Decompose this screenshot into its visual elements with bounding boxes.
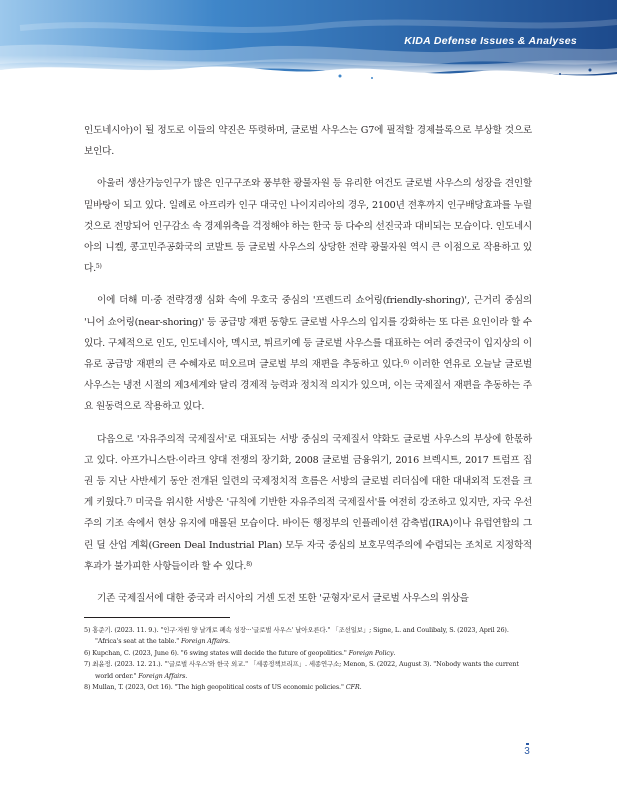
footnote-text: 6) Kupchan, C. (2023, June 6). "6 swing states will decide the future of geopolitics." <box>84 648 349 657</box>
paragraph <box>84 120 532 162</box>
paragraph-text: 기존 국제질서에 대한 중국과 러시아의 거센 도전 또한 '균형자'로서 글로벌 사우스의 위상을 <box>97 593 469 605</box>
footnote-ref[interactable]: 7) <box>126 497 133 505</box>
paragraph-text: 이에 더해 미·중 전략경쟁 심화 속에 우호국 중심의 '프렌드리 쇼어링(friendly-shoring)', 근거리 중심의 '니어 쇼어링(near-shoring)' 등 공급망 재편 동향도 글로벌 사우스의 입지를 강화하는 또 다른 요인이라 할 수 있다. 구체적으로 인도, 인도네시아, 멕시코, 튀르키예 등 글로벌 사우스를 대표하는 여러 중견국이 입지상의 이유로 공급망 재편의 큰 수혜자로 떠오르며 글로벌 부의 재편을 추동하고 있다. <box>84 295 532 371</box>
paragraph-text: 인도네시아)이 될 정도로 이들의 약진은 뚜렷하며, 글로벌 사우스는 G7에 필적할 경제블록으로 부상할 것으로 보인다. <box>84 125 532 158</box>
publication-title: KIDA Defense Issues & Analyses <box>404 35 577 47</box>
page-number: 3 <box>524 746 530 757</box>
footnote-ref[interactable]: 6) <box>403 359 410 367</box>
footnote-source: Foreign Affairs <box>181 637 229 646</box>
paragraph <box>84 290 532 417</box>
footnote-text: 8) Mullan, T. (2023, Oct 16). "The high geopolitical costs of US economic policies." <box>84 683 346 692</box>
paragraph-text: 미국을 위시한 서방은 '규칙에 기반한 자유주의적 국제질서'를 여전히 강조하고 있지만, 자국 우선주의 기조 속에서 현상 유지에 매몰된 모습이다. 바이든 행정부의 인플레이션 감축법(IRA)이나 유럽연합의 그린 딜 산업 계획(Green Deal Industrial Plan) 모두 자국 중심의 보호무역주의에 수렴되는 조치로 지정학적 후과가 불가피한 사항들이라 할 수 있다. <box>84 497 532 572</box>
footnote-source: Foreign Affairs <box>138 671 186 680</box>
footnote-ref[interactable]: 5) <box>95 263 102 271</box>
paragraph-text: 이러한 연유로 오늘날 글로벌 사우스는 냉전 시절의 제3세계와 달리 경제적 능력과 정치적 의지가 있으며, 이는 국제질서 재편을 추동하는 주요 원동력으로 작용하고 있다. <box>84 359 532 413</box>
footnote-ref[interactable]: 8) <box>246 560 252 568</box>
footnote-text: 5) 홍준기. (2023. 11. 9.). "인구·자원 양 날개로 폐속 성장···'글로벌 사우스' 날아오른다." 「조선일보」; Signe, L. and Coulibaly, S. (2023, April 26). "Africa's seat at the table." <box>84 626 509 646</box>
page-number-mark <box>526 743 529 745</box>
paragraph <box>84 588 532 609</box>
header-banner <box>0 0 617 90</box>
paragraph <box>84 173 532 279</box>
footnote-divider <box>84 617 230 618</box>
paragraph <box>84 429 532 577</box>
footnote-6: 6) Kupchan, C. (2023, June 6). "6 swing states will decide the future of geopolitics." Foreign Policy. <box>84 648 396 657</box>
article-body <box>84 120 532 620</box>
footnote-5: 5) 홍준기. (2023. 11. 9.). "인구·자원 양 날개로 폐속 성장···'글로벌 사우스' 날아오른다." 「조선일보」; Signe, L. and Coulibaly, S. (2023, April 26). "Africa's seat at the table." Foreign Affairs. <box>84 626 509 646</box>
paragraph-text: 다음으로 '자유주의적 국제질서'로 대표되는 서방 중심의 국제질서 약화도 글로벌 사우스의 부상에 한몫하고 있다. 아프가니스탄·이라크 양대 전쟁의 장기화, 2008 글로벌 금융위기, 2016 브렉시트, 2017 트럼프 집권 등 지난 사반세기 동안 전개된 일련의 국제정치적 흐름은 서방의 글로벌 리더십에 대한 대내외적 도전을 크게 키웠다. <box>84 433 532 509</box>
footnote-text: 7) 최윤정. (2023. 12. 21.). "'글로벌 사우스'와 한국 외교." 「세종정책브리프」. 세종연구소; Menon, S. (2022, August 3). "Nobody wants the current world order." <box>84 660 519 680</box>
footnote-source: CFR <box>345 683 360 692</box>
footnote-8: 8) Mullan, T. (2023, Oct 16). "The high geopolitical costs of US economic policies." CFR. <box>84 683 362 692</box>
footnotes <box>84 625 532 693</box>
paragraph-text: 아울러 생산가능인구가 많은 인구구조와 풍부한 광물자원 등 유리한 여건도 글로벌 사우스의 성장을 견인할 밑바탕이 되고 있다. 일례로 아프리카 인구 대국인 나이지리아의 경우, 2100년 전후까지 인구배당효과를 누릴 것으로 전망되어 인구감소 속 경제위축을 걱정해야 하는 한국 등 다수의 선진국과 대비되는 모습이다. 인도네시아의 니켈, 콩고민주공화국의 코발트 등 글로벌 사우스의 상당한 전략 광물자원 역시 큰 이점으로 작용하고 있다. <box>84 178 532 275</box>
footnote-7: 7) 최윤정. (2023. 12. 21.). "'글로벌 사우스'와 한국 외교." 「세종정책브리프」. 세종연구소; Menon, S. (2022, August 3). "Nobody wants the current world order." Foreign Affairs. <box>84 660 519 680</box>
footnote-source: Foreign Policy <box>348 648 394 657</box>
